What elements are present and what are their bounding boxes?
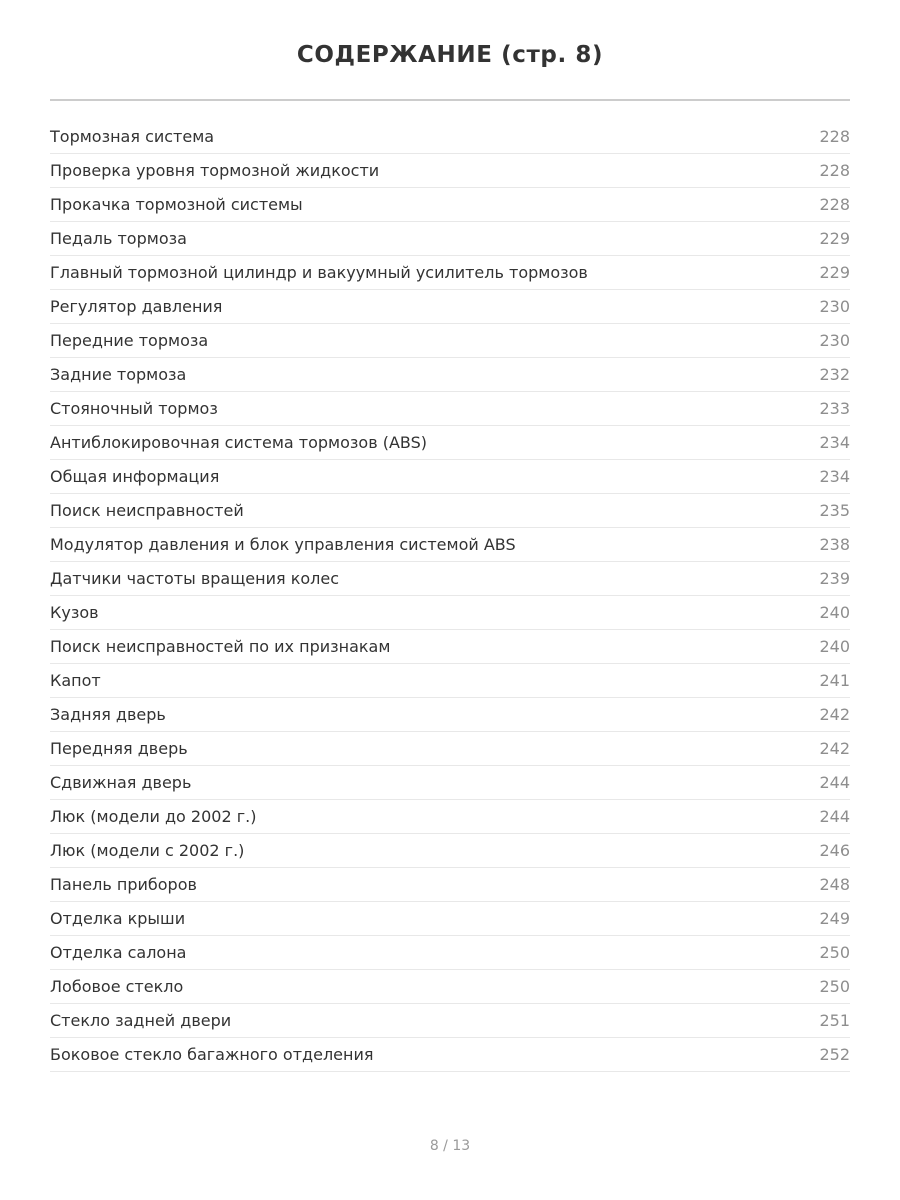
toc-entry: [50, 664, 850, 698]
toc-entry-label: Датчики частоты вращения колес: [50, 569, 340, 588]
toc-entry-page: 230: [819, 331, 850, 350]
toc-entry-label: Люк (модели с 2002 г.): [50, 841, 245, 860]
toc-entry-label: Лобовое стекло: [50, 977, 184, 996]
toc-entry-label: Люк (модели до 2002 г.): [50, 807, 257, 826]
toc-entry: [50, 834, 850, 868]
toc-entry: [50, 494, 850, 528]
toc-entry: [50, 902, 850, 936]
toc-entry: [50, 1038, 850, 1072]
toc-list: [50, 120, 850, 1072]
toc-entry: [50, 868, 850, 902]
toc-entry-label: Проверка уровня тормозной жидкости: [50, 161, 380, 180]
toc-entry: [50, 358, 850, 392]
toc-entry-page: 251: [819, 1011, 850, 1030]
toc-entry-page: 240: [819, 637, 850, 656]
toc-entry-label: Панель приборов: [50, 875, 197, 894]
toc-entry: [50, 936, 850, 970]
toc-entry-label: Модулятор давления и блок управления системой ABS: [50, 535, 516, 554]
toc-entry-label: Боковое стекло багажного отделения: [50, 1045, 374, 1064]
toc-entry: [50, 188, 850, 222]
toc-entry: [50, 154, 850, 188]
toc-entry-label: Передняя дверь: [50, 739, 188, 758]
toc-entry-page: 244: [819, 773, 850, 792]
toc-entry-page: 229: [819, 263, 850, 282]
toc-entry: [50, 970, 850, 1004]
toc-entry-page: 250: [819, 977, 850, 996]
toc-entry-label: Главный тормозной цилиндр и вакуумный усилитель тормозов: [50, 263, 588, 282]
toc-entry-label: Задняя дверь: [50, 705, 166, 724]
toc-entry-page: 249: [819, 909, 850, 928]
toc-entry-page: 229: [819, 229, 850, 248]
toc-entry-label: Кузов: [50, 603, 99, 622]
toc-entry-page: 242: [819, 739, 850, 758]
toc-entry-page: 235: [819, 501, 850, 520]
toc-entry-label: Педаль тормоза: [50, 229, 187, 248]
toc-entry-label: Капот: [50, 671, 101, 690]
toc-entry: [50, 460, 850, 494]
toc-entry-page: 228: [819, 161, 850, 180]
toc-entry-page: 240: [819, 603, 850, 622]
toc-page: [50, 42, 850, 1154]
toc-entry: [50, 426, 850, 460]
toc-entry-label: Стояночный тормоз: [50, 399, 218, 418]
toc-entry-label: Тормозная система: [50, 127, 215, 146]
toc-entry: [50, 698, 850, 732]
toc-entry-label: Отделка салона: [50, 943, 187, 962]
toc-entry-label: Общая информация: [50, 467, 220, 486]
toc-entry-label: Антиблокировочная система тормозов (ABS): [50, 433, 427, 452]
toc-entry-label: Прокачка тормозной системы: [50, 195, 303, 214]
title-divider: [50, 99, 850, 101]
toc-entry-page: 228: [819, 195, 850, 214]
toc-entry: [50, 120, 850, 154]
toc-entry-page: 234: [819, 467, 850, 486]
toc-entry-label: Отделка крыши: [50, 909, 186, 928]
toc-entry-page: 238: [819, 535, 850, 554]
toc-entry-label: Передние тормоза: [50, 331, 209, 350]
toc-entry-label: Регулятор давления: [50, 297, 223, 316]
toc-entry: [50, 256, 850, 290]
toc-entry: [50, 222, 850, 256]
page-indicator: 8 / 13: [429, 1138, 471, 1154]
toc-entry: [50, 1004, 850, 1038]
toc-entry-page: 233: [819, 399, 850, 418]
toc-entry: [50, 800, 850, 834]
toc-entry-page: 242: [819, 705, 850, 724]
toc-entry-page: 244: [819, 807, 850, 826]
toc-entry-label: Сдвижная дверь: [50, 773, 192, 792]
toc-entry-label: Поиск неисправностей по их признакам: [50, 637, 391, 656]
toc-entry: [50, 630, 850, 664]
toc-entry-page: 252: [819, 1045, 850, 1064]
toc-entry-page: 248: [819, 875, 850, 894]
toc-entry: [50, 562, 850, 596]
toc-entry-page: 241: [819, 671, 850, 690]
toc-entry: [50, 596, 850, 630]
toc-entry-page: 246: [819, 841, 850, 860]
toc-entry-label: Поиск неисправностей: [50, 501, 244, 520]
toc-entry: [50, 528, 850, 562]
page-title: СОДЕРЖАНИЕ (стр. 8): [296, 42, 604, 68]
toc-entry-page: 228: [819, 127, 850, 146]
toc-entry: [50, 766, 850, 800]
toc-entry-page: 234: [819, 433, 850, 452]
toc-entry-page: 230: [819, 297, 850, 316]
toc-entry-page: 232: [819, 365, 850, 384]
toc-entry-page: 250: [819, 943, 850, 962]
toc-entry-label: Задние тормоза: [50, 365, 187, 384]
toc-entry-label: Стекло задней двери: [50, 1011, 232, 1030]
toc-entry-page: 239: [819, 569, 850, 588]
toc-entry: [50, 324, 850, 358]
toc-entry: [50, 732, 850, 766]
toc-entry: [50, 392, 850, 426]
toc-entry: [50, 290, 850, 324]
